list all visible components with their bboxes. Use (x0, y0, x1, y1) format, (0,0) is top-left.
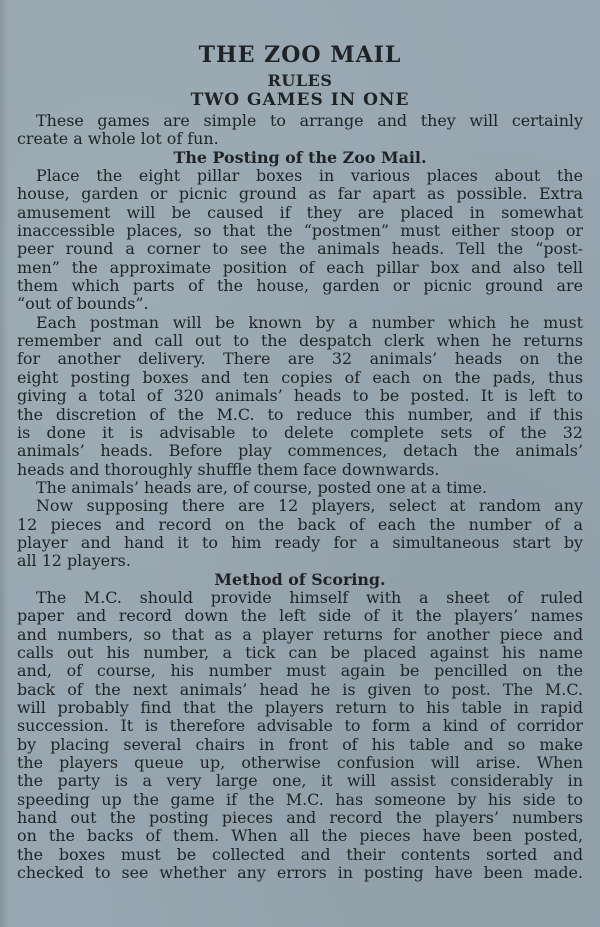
text-line: for another delivery. There are 32 animals’ heads on the (17, 349, 583, 369)
text-line: on the backs of them. When all the pieces have been posted, (17, 826, 583, 846)
rules-body (17, 112, 583, 882)
text-line: back of the next animals’ head he is given to post. The M.C. (17, 679, 583, 699)
text-line: 12 pieces and record on the back of each the number of a (17, 514, 583, 534)
text-line: Each postman will be known by a number which he must (36, 312, 583, 332)
text-line: remember and call out to the despatch clerk when he returns (17, 331, 583, 351)
section-heading: Method of Scoring. (214, 569, 386, 589)
text-line: calls out his number, a tick can be placed against his name (17, 642, 583, 662)
text-line: The animals’ heads are, of course, posted one at a time. (36, 477, 488, 497)
rules-heading: RULES (267, 71, 333, 90)
text-line: heads and thoroughly shuffle them face downwards. (17, 459, 440, 479)
text-line: by placing several chairs in front of his table and so make (17, 734, 583, 754)
document-title: THE ZOO MAIL (198, 42, 402, 68)
text-line: the boxes must be collected and their contents sorted and (17, 844, 583, 864)
text-line: player and hand it to him ready for a simultaneous start by (17, 532, 583, 552)
page-crease-shadow (0, 0, 8, 927)
text-line: eight posting boxes and ten copies of each on the pads, thus (17, 367, 583, 387)
text-line: “out of bounds”. (17, 294, 149, 314)
text-line: and, of course, his number must again be pencilled on the (17, 661, 583, 681)
text-line: the discretion of the M.C. to reduce this number, and if this (17, 404, 583, 424)
text-line: Now supposing there are 12 players, select at random any (36, 496, 583, 516)
text-line: and numbers, so that as a player returns for another piece and (17, 624, 583, 644)
text-line: succession. It is therefore advisable to form a kind of corridor (17, 716, 583, 736)
text-line: them which parts of the house, garden or picnic ground are (17, 276, 583, 296)
text-line: the party is a very large one, it will assist considerably in (17, 771, 583, 791)
text-line: Place the eight pillar boxes in various places about the (36, 166, 583, 186)
text-line: will probably find that the players return to his table in rapid (17, 698, 583, 717)
section-heading: The Posting of the Zoo Mail. (173, 147, 427, 167)
text-line: inaccessible places, so that the “postmen” must either stoop or (17, 221, 583, 241)
text-line: speeding up the game if the M.C. has someone by his side to (17, 789, 583, 809)
text-line: giving a total of 320 animals’ heads to be posted. It is left to (17, 386, 583, 406)
text-line: house, garden or picnic ground as far apart as possible. Extra (17, 184, 583, 204)
text-line: These games are simple to arrange and they will certainly (36, 111, 583, 130)
text-line: animals’ heads. Before play commences, detach the animals’ (17, 441, 583, 461)
text-line: men” the approximate position of each pillar box and also tell (17, 257, 583, 277)
text-line: peer round a corner to see the animals heads. Tell the “post- (17, 239, 583, 259)
text-line: paper and record down the left side of it the players’ names (17, 606, 583, 626)
subtitle-heading: TWO GAMES IN ONE (190, 90, 410, 110)
text-line: all 12 players. (17, 551, 131, 571)
text-line: The M.C. should provide himself with a sheet of ruled (36, 587, 583, 607)
text-line: is done it is advisable to delete complete sets of the 32 (17, 422, 583, 442)
text-line: amusement will be caused if they are placed in somewhat (17, 202, 583, 222)
text-line: create a whole lot of fun. (17, 129, 219, 149)
text-line: checked to see whether any errors in posting have been made. (17, 863, 583, 883)
text-line: the players queue up, otherwise confusion will arise. When (17, 753, 583, 773)
text-line: hand out the posting pieces and record the players’ numbers (17, 808, 583, 828)
